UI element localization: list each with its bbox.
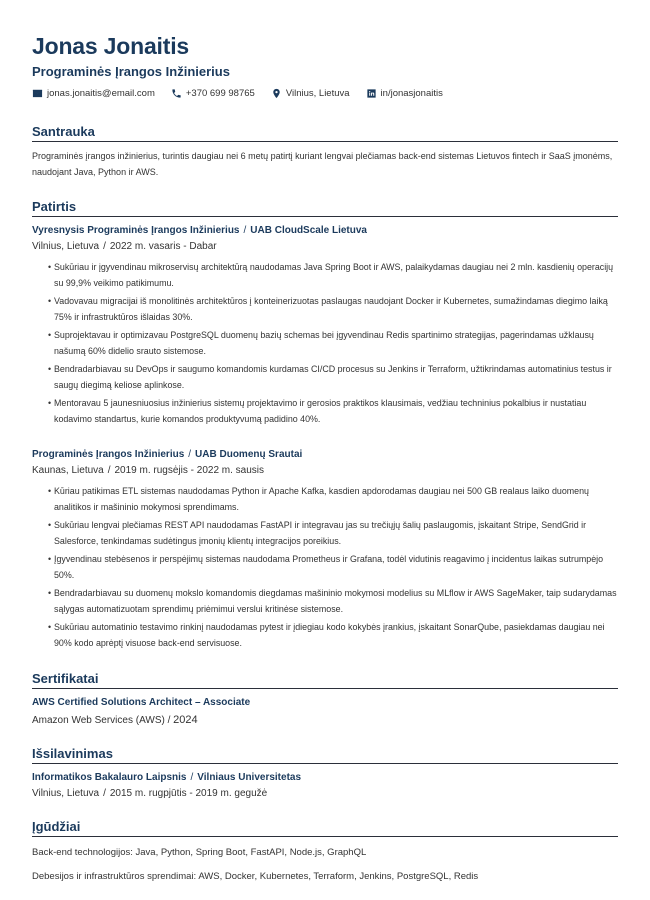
certificate-name: AWS Certified Solutions Architect – Associate	[32, 697, 251, 708]
job-role: Vyresnysis Programinės Įrangos Inžinierius	[32, 225, 240, 236]
education-section	[32, 745, 618, 801]
resume-page	[32, 32, 618, 884]
section-title-skills: Įgūdžiai	[32, 818, 618, 837]
skill-line: Back-end technologijos: Java, Python, Spring Boot, FastAPI, Node.js, GraphQL	[32, 847, 367, 858]
job-bullets	[32, 483, 618, 651]
job-company: UAB CloudScale Lietuva	[250, 225, 367, 236]
job-bullet: • Suprojektavau ir optimizavau PostgreSQL duomenų bazių schemas bei įgyvendinau Redis spartinimo strategijas, pagerindamas užklausų našumą 60% didelio srauto sistemose.	[48, 327, 618, 359]
job-location: Kaunas, Lietuva	[32, 465, 104, 476]
jobs-list	[32, 223, 618, 651]
job-bullet: • Sukūriau ir įgyvendinau mikroservisų architektūrą naudodamas Java Spring Boot ir AWS, palaikydamas daugiau nei 2 mln. kasdienių operacijų su 99,9% veikimo patikimumu.	[48, 259, 618, 291]
job-role: Programinės Įrangos Inžinierius	[32, 449, 185, 460]
section-title-certificates: Sertifikatai	[32, 670, 618, 689]
linkedin-text: in/jonasjonaitis	[380, 87, 443, 99]
summary-text: Programinės įrangos inžinierius, turintis daugiau nei 6 metų patirtį kuriant lengvai plečiamas back-end sistemas Lietuvos fintech ir SaaS įmonėms, naudojant Java, Python ir AWS.	[32, 151, 613, 177]
job-head	[32, 223, 618, 238]
separator: /	[103, 788, 106, 799]
job-entry	[32, 223, 618, 427]
mail-icon	[32, 88, 43, 99]
job-bullet: • Vadovavau migracijai iš monolitinės architektūros į konteinerizuotas paslaugas naudojant Docker ir Kubernetes, sumažindamas diegimo laiką 75% ir infrastruktūros išlaidas 30%.	[48, 293, 618, 325]
school: Vilniaus Universitetas	[197, 772, 302, 783]
job-company: UAB Duomenų Srautai	[195, 449, 303, 460]
job-entry	[32, 447, 618, 651]
job-bullet: • Bendradarbiavau su duomenų mokslo komandomis diegdamas mašininio mokymosi modelius su MLflow ir AWS SageMaker, taip sudarydamas sąlygas automatizuotam sprendimų priėmimui verslui kritinėse sistemose.	[48, 585, 618, 617]
job-bullet: • Mentoravau 5 jaunesniuosius inžinierius sistemų projektavimo ir gerosios praktikos klausimais, vedžiau techninius pokalbius ir nustatiau kodavimo standartus, kurie komandos produktyvumą padidino 40%.	[48, 395, 618, 427]
job-meta	[32, 239, 618, 254]
linkedin-icon	[366, 88, 377, 99]
job-bullet: • Kūriau patikimas ETL sistemas naudodamas Python ir Apache Kafka, kasdien apdorodamas daugiau nei 500 GB realaus laiko duomenų analitikos ir mašininio mokymosi sprendimams.	[48, 483, 618, 515]
contact-email[interactable]	[32, 88, 155, 99]
skills-section	[32, 818, 618, 884]
job-dates: 2019 m. rugsėjis - 2022 m. sausis	[114, 465, 265, 476]
job-meta	[32, 463, 618, 478]
section-title-summary: Santrauka	[32, 123, 618, 142]
separator: /	[103, 241, 106, 252]
education-location: Vilnius, Lietuva	[32, 788, 100, 799]
certificate-meta	[32, 713, 618, 728]
contact-location	[271, 88, 350, 99]
email-text: jonas.jonaitis@email.com	[47, 87, 155, 99]
separator: /	[190, 772, 194, 783]
job-location: Vilnius, Lietuva	[32, 241, 100, 252]
certificate-year: 2024	[173, 714, 198, 726]
separator: /	[107, 465, 111, 476]
skill-line: Debesijos ir infrastruktūros sprendimai: AWS, Docker, Kubernetes, Terraform, Jenkins, PostgreSQL, Redis	[32, 871, 479, 882]
phone-icon	[171, 88, 182, 99]
education-item	[32, 770, 618, 801]
job-bullets	[32, 259, 618, 427]
separator: /	[188, 449, 192, 460]
certificate-issuer: Amazon Web Services (AWS) /	[32, 715, 171, 726]
contact-bar	[32, 85, 618, 101]
education-dates: 2015 m. rugpjūtis - 2019 m. gegužė	[109, 788, 268, 799]
job-dates: 2022 m. vasaris - Dabar	[109, 241, 217, 252]
contact-phone[interactable]	[171, 88, 255, 99]
section-title-experience: Patirtis	[32, 198, 618, 217]
job-head	[32, 447, 618, 462]
job-bullet: • Sukūriau automatinio testavimo rinkinį naudodamas pytest ir įdiegiau kodo kokybės įrankius, įskaitant SonarQube, pasiekdamas daugiau nei 90% kodo aprėptį visuose back-end servisuose.	[48, 619, 618, 651]
job-title: Programinės Įrangos Inžinierius	[32, 64, 230, 79]
certificates-section	[32, 670, 618, 728]
experience-section	[32, 198, 618, 651]
phone-text: +370 699 98765	[185, 87, 255, 99]
job-bullet: • Sukūriau lengvai plečiamas REST API naudodamas FastAPI ir integravau jas su trečiųjų šalių paslaugomis, įskaitant Stripe, SendGrid ir Salesforce, tenkindamas sudėtingus įmonių klientų integracijos poreikius.	[48, 517, 618, 549]
job-bullet: • Įgyvendinau stebėsenos ir perspėjimų sistemas naudodama Prometheus ir Grafana, todėl vidutinis reagavimo į incidentus laikas sutrumpėjo 50%.	[48, 551, 618, 583]
location-pin-icon	[271, 88, 282, 99]
degree: Informatikos Bakalauro Laipsnis	[32, 772, 187, 783]
section-title-education: Išsilavinimas	[32, 745, 618, 764]
location-text: Vilnius, Lietuva	[285, 87, 350, 99]
contact-linkedin[interactable]	[366, 88, 443, 99]
summary-section	[32, 123, 618, 180]
education-meta	[32, 786, 618, 801]
education-head	[32, 770, 618, 785]
job-bullet: • Bendradarbiavau su DevOps ir saugumo komandomis kurdamas CI/CD procesus su Jenkins ir Terraform, užtikrindamas automatinius testus ir saugų diegimą keliose aplinkose.	[48, 361, 618, 393]
separator: /	[243, 225, 247, 236]
name-heading: Jonas Jonaitis	[32, 33, 189, 59]
